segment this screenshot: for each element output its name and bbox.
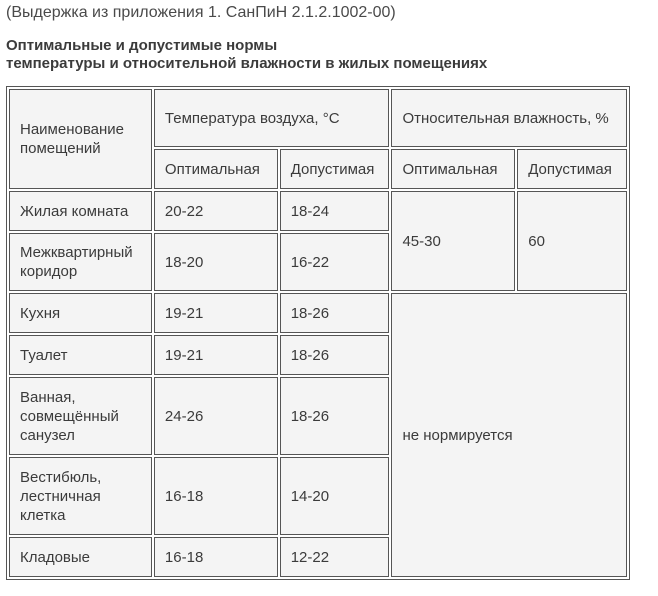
temp-optimal: 19-21 — [154, 293, 278, 333]
room-name: Жилая комната — [9, 191, 152, 231]
temp-optimal: 19-21 — [154, 335, 278, 375]
header-humidity: Относительная влажность, % — [391, 89, 627, 147]
norms-table — [6, 86, 630, 580]
temp-allowed: 18-26 — [280, 335, 390, 375]
temp-allowed: 18-24 — [280, 191, 390, 231]
header-room: Наименование помещений — [9, 89, 152, 189]
temp-optimal: 18-20 — [154, 233, 278, 291]
temp-allowed: 16-22 — [280, 233, 390, 291]
temp-allowed: 14-20 — [280, 457, 390, 535]
subheader-temp-allowed: Допустимая — [280, 149, 390, 189]
humidity-allowed-living: 60 — [517, 191, 627, 291]
room-name: Ванная, совмещённый санузел — [9, 377, 152, 455]
subheader-temp-optimal: Оптимальная — [154, 149, 278, 189]
source-note: (Выдержка из приложения 1. СанПиН 2.1.2.1002-00) — [6, 4, 396, 21]
table-heading — [6, 37, 487, 73]
temp-optimal: 16-18 — [154, 537, 278, 577]
subheader-humidity-optimal: Оптимальная — [391, 149, 515, 189]
room-name: Кладовые — [9, 537, 152, 577]
humidity-optimal-living: 45-30 — [391, 191, 515, 291]
heading-line-2: температуры и относительной влажности в жилых помещениях — [6, 55, 488, 72]
temp-optimal: 24-26 — [154, 377, 278, 455]
room-name: Туалет — [9, 335, 152, 375]
humidity-not-normed: не нормируется — [391, 293, 627, 577]
room-name: Кухня — [9, 293, 152, 333]
table-row — [9, 293, 627, 333]
heading-line-1: Оптимальные и допустимые нормы — [6, 37, 278, 54]
header-row — [9, 89, 627, 147]
temp-allowed: 18-26 — [280, 377, 390, 455]
header-temperature: Температура воздуха, °С — [154, 89, 390, 147]
temp-allowed: 18-26 — [280, 293, 390, 333]
temp-allowed: 12-22 — [280, 537, 390, 577]
room-name: Межквартирный коридор — [9, 233, 152, 291]
temp-optimal: 20-22 — [154, 191, 278, 231]
room-name: Вестибюль, лестничная клетка — [9, 457, 152, 535]
table-row — [9, 191, 627, 231]
subheader-humidity-allowed: Допустимая — [517, 149, 627, 189]
temp-optimal: 16-18 — [154, 457, 278, 535]
